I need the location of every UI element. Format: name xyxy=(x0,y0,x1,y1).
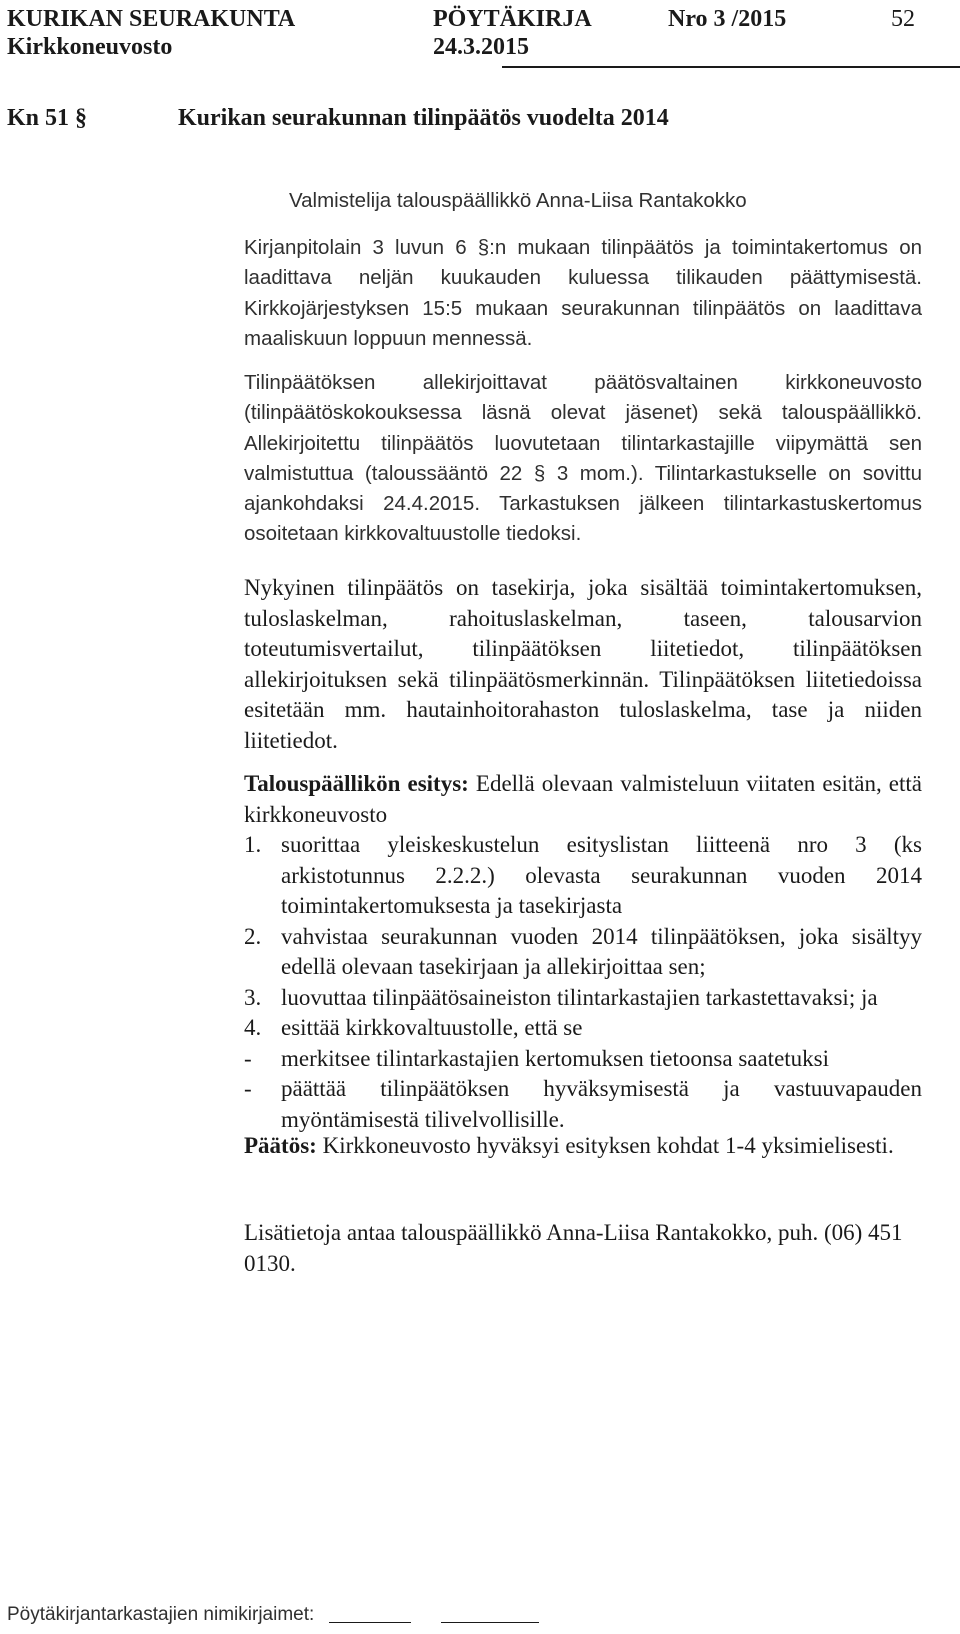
section-id: Kn 51 § xyxy=(7,105,88,131)
signature-label: Pöytäkirjantarkastajien nimikirjaimet: xyxy=(7,1604,315,1625)
list-item xyxy=(244,922,922,983)
list-text: päättää tilinpäätöksen hyväksymisestä ja vastuuvapauden myöntämisestä tilivelvollisille. xyxy=(281,1076,922,1132)
list-text: suorittaa yleiskeskustelun esityslistan liitteenä nro 3 (ks arkistotunnus 2.2.2.) olevasta seurakunnan vuoden 2014 toimintakertomuksesta ja tasekirjasta xyxy=(281,832,922,918)
page-number: 52 xyxy=(891,6,915,32)
list-marker: - xyxy=(244,1045,252,1071)
section-title: Kurikan seurakunnan tilinpäätös vuodelta 2014 xyxy=(178,105,669,131)
list-item xyxy=(244,830,922,922)
preparer-line: Valmistelija talouspäällikkö Anna-Liisa Rantakokko xyxy=(289,189,747,212)
list-item xyxy=(244,983,922,1014)
list-text: merkitsee tilintarkastajien kertomuksen tietoonsa saatetuksi xyxy=(281,1045,830,1071)
list-marker: 2. xyxy=(244,923,262,949)
paragraph-1: Kirjanpitolain 3 luvun 6 §:n mukaan tilinpäätös ja toimintakertomus on laadittava neljän kuukauden kuluessa tilikauden päättymisestä. Kirkkojärjestyksen 15:5 mukaan seurakunnan tilinpäätös on laadittava maaliskuun loppuun mennessä. xyxy=(244,236,922,350)
meeting-body: Kirkkoneuvosto xyxy=(7,34,173,60)
list-text: luovuttaa tilinpäätösaineiston tilintarkastajien tarkastettavaksi; ja xyxy=(281,984,878,1010)
decision-label: Päätös: xyxy=(244,1133,317,1158)
document-number: Nro 3 /2015 xyxy=(668,6,787,32)
list-item xyxy=(244,1074,922,1135)
list-item xyxy=(244,1044,922,1075)
proposal-block xyxy=(244,769,922,1135)
document-type: PÖYTÄKIRJA xyxy=(433,6,592,32)
proposal-intro-text: Edellä olevaan valmisteluun viitaten esitän, että kirkkoneuvosto xyxy=(244,771,922,827)
list-marker: 3. xyxy=(244,984,262,1010)
header-rule xyxy=(502,66,960,68)
proposal-label: Talouspäällikön esitys: xyxy=(244,771,469,796)
decision-text: Kirkkoneuvosto hyväksyi esityksen kohdat 1-4 yksimielisesti. xyxy=(322,1133,894,1158)
list-marker: 1. xyxy=(244,832,262,857)
list-text: esittää kirkkovaltuustolle, että se xyxy=(281,1015,583,1040)
decision-line xyxy=(244,1131,922,1162)
list-marker: 4. xyxy=(244,1015,262,1040)
contact-info: Lisätietoja antaa talouspäällikkö Anna-Liisa Rantakokko, puh. (06) 451 0130. xyxy=(244,1220,903,1276)
meeting-date: 24.3.2015 xyxy=(433,34,529,60)
paragraph-3: Nykyinen tilinpäätös on tasekirja, joka sisältää toimintakertomuksen, tuloslaskelman, rahoituslaskelman, taseen, talousarvion toteutumisvertailut, tilinpäätöksen liitetiedot, tilinpäätöksen allekirjoituksen sekä tilinpäätösmerkinnän. Tilinpäätöksen liitetiedoissa esitetään mm. hautainhoitorahaston tuloslaskelma, tase ja niiden liitetiedot. xyxy=(244,575,922,753)
organization-name: KURIKAN SEURAKUNTA xyxy=(7,6,296,32)
signature-line-1 xyxy=(329,1622,411,1623)
list-marker: - xyxy=(244,1076,252,1101)
paragraph-2: Tilinpäätöksen allekirjoittavat päätösvaltainen kirkkoneuvosto (tilinpäätöskokouksessa läsnä olevat jäsenet) sekä talouspäällikkö. Allekirjoitettu tilinpäätös luovutetaan tilintarkastajille viipymättä sen valmistuttua (taloussääntö 22 § 3 mom.). Tilintarkastukselle on sovittu ajankohdaksi 24.4.2015. Tarkastuksen jälkeen tilintarkastuskertomus osoitetaan kirkkovaltuustolle tiedoksi. xyxy=(244,371,922,546)
list-item xyxy=(244,1013,922,1044)
list-text: vahvistaa seurakunnan vuoden 2014 tilinpäätöksen, joka sisältyy edellä olevaan tasekirjaan ja allekirjoittaa sen; xyxy=(281,923,922,979)
proposal-intro xyxy=(244,769,922,830)
signature-line-2 xyxy=(441,1622,539,1623)
